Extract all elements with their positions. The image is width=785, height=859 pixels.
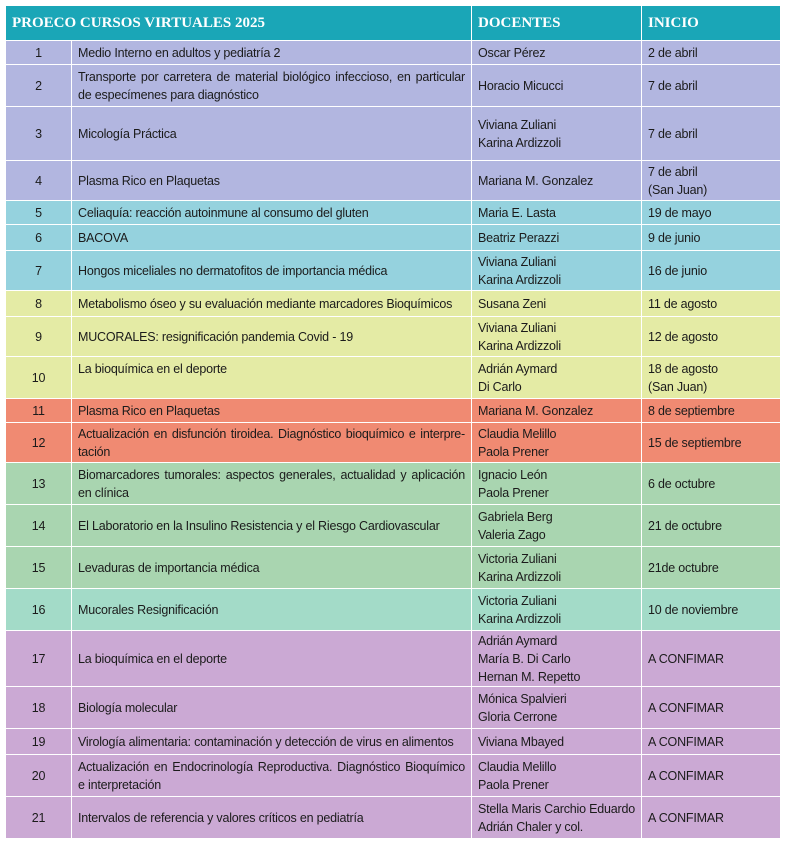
row-number: 6 bbox=[6, 225, 72, 251]
course-start bbox=[642, 201, 781, 225]
course-start bbox=[642, 161, 781, 201]
row-number: 19 bbox=[6, 729, 72, 755]
row-number: 2 bbox=[6, 65, 72, 107]
row-number: 5 bbox=[6, 201, 72, 225]
course-start bbox=[642, 755, 781, 797]
course-start bbox=[642, 41, 781, 65]
course-name: Intervalos de referencia y valores críticos en pediatría bbox=[72, 797, 472, 839]
table-row bbox=[6, 755, 781, 797]
course-teachers bbox=[472, 547, 642, 589]
course-name: Biomarcadores tumorales: aspectos generales, actualidad y aplicación en clínica bbox=[72, 463, 472, 505]
teacher-name: Paola Prener bbox=[478, 777, 549, 792]
table-row bbox=[6, 357, 781, 399]
start-date: A CONFIMAR bbox=[648, 651, 724, 666]
start-date: 7 de abril bbox=[648, 164, 698, 179]
course-name: Metabolismo óseo y su evaluación mediante marcadores Bioquímicos bbox=[72, 291, 472, 317]
table-row bbox=[6, 201, 781, 225]
table-title: PROECO CURSOS VIRTUALES 2025 bbox=[6, 6, 472, 41]
teacher-name: Adrián Chaler y col. bbox=[478, 819, 584, 834]
course-teachers bbox=[472, 589, 642, 631]
start-date: (San Juan) bbox=[648, 379, 708, 394]
start-date: A CONFIMAR bbox=[648, 700, 724, 715]
course-start bbox=[642, 687, 781, 729]
table-row bbox=[6, 729, 781, 755]
row-number: 16 bbox=[6, 589, 72, 631]
teacher-name: Victoria Zuliani bbox=[478, 551, 557, 566]
teacher-name: Viviana Mbayed bbox=[478, 734, 564, 749]
teacher-name: Paola Prener bbox=[478, 444, 549, 459]
course-teachers bbox=[472, 463, 642, 505]
course-name: Levaduras de importancia médica bbox=[72, 547, 472, 589]
teacher-name: Horacio Micucci bbox=[478, 78, 564, 93]
course-teachers bbox=[472, 797, 642, 839]
table-body bbox=[6, 41, 781, 839]
start-date: 7 de abril bbox=[648, 78, 698, 93]
row-number: 15 bbox=[6, 547, 72, 589]
course-teachers bbox=[472, 251, 642, 291]
start-date: 8 de septiembre bbox=[648, 403, 735, 418]
table-row bbox=[6, 547, 781, 589]
teacher-name: Beatriz Perazzi bbox=[478, 230, 560, 245]
course-start bbox=[642, 463, 781, 505]
teacher-name: Viviana Zuliani bbox=[478, 117, 557, 132]
start-date: (San Juan) bbox=[648, 182, 708, 197]
course-name: Plasma Rico en Plaquetas bbox=[72, 399, 472, 423]
table-row bbox=[6, 423, 781, 463]
start-date: A CONFIMAR bbox=[648, 810, 724, 825]
row-number: 1 bbox=[6, 41, 72, 65]
teacher-name: Valeria Zago bbox=[478, 527, 546, 542]
table-row bbox=[6, 107, 781, 161]
course-name: La bioquímica en el deporte bbox=[72, 357, 472, 399]
course-teachers bbox=[472, 161, 642, 201]
course-teachers bbox=[472, 225, 642, 251]
teacher-name: Stella Maris Carchio Eduardo bbox=[478, 801, 635, 816]
table-row bbox=[6, 41, 781, 65]
course-name: Biología molecular bbox=[72, 687, 472, 729]
teacher-name: Hernan M. Repetto bbox=[478, 669, 581, 684]
row-number: 13 bbox=[6, 463, 72, 505]
teacher-name: Adrián Aymard bbox=[478, 361, 558, 376]
course-name: Medio Interno en adultos y pediatría 2 bbox=[72, 41, 472, 65]
course-teachers bbox=[472, 107, 642, 161]
teacher-name: Viviana Zuliani bbox=[478, 254, 557, 269]
teacher-name: Gabriela Berg bbox=[478, 509, 553, 524]
course-start bbox=[642, 631, 781, 687]
course-teachers bbox=[472, 201, 642, 225]
teacher-name: Karina Ardizzoli bbox=[478, 272, 561, 287]
course-teachers bbox=[472, 687, 642, 729]
course-start bbox=[642, 797, 781, 839]
table-row bbox=[6, 317, 781, 357]
course-teachers bbox=[472, 41, 642, 65]
teacher-name: Karina Ardizzoli bbox=[478, 338, 561, 353]
start-date: 16 de junio bbox=[648, 263, 707, 278]
start-date: 6 de octubre bbox=[648, 476, 716, 491]
course-teachers bbox=[472, 357, 642, 399]
start-date: 12 de agosto bbox=[648, 329, 718, 344]
start-date: 21 de octubre bbox=[648, 518, 722, 533]
course-name: MUCORALES: resignificación pandemia Covid - 19 bbox=[72, 317, 472, 357]
course-start bbox=[642, 423, 781, 463]
course-start bbox=[642, 317, 781, 357]
row-number: 10 bbox=[6, 357, 72, 399]
table-row bbox=[6, 463, 781, 505]
row-number: 20 bbox=[6, 755, 72, 797]
course-name: Mucorales Resignificación bbox=[72, 589, 472, 631]
row-number: 18 bbox=[6, 687, 72, 729]
course-start bbox=[642, 291, 781, 317]
start-date: 7 de abril bbox=[648, 126, 698, 141]
row-number: 7 bbox=[6, 251, 72, 291]
teacher-name: Claudia Melillo bbox=[478, 759, 557, 774]
teachers-column-header: DOCENTES bbox=[472, 6, 642, 41]
row-number: 12 bbox=[6, 423, 72, 463]
start-date: A CONFIMAR bbox=[648, 768, 724, 783]
row-number: 14 bbox=[6, 505, 72, 547]
teacher-name: María B. Di Carlo bbox=[478, 651, 571, 666]
table-row bbox=[6, 589, 781, 631]
table-row bbox=[6, 631, 781, 687]
teacher-name: Mariana M. Gonzalez bbox=[478, 403, 593, 418]
start-column-header: INICIO bbox=[642, 6, 781, 41]
course-start bbox=[642, 547, 781, 589]
course-start bbox=[642, 399, 781, 423]
start-date: 21de octubre bbox=[648, 560, 719, 575]
course-start bbox=[642, 107, 781, 161]
row-number: 17 bbox=[6, 631, 72, 687]
course-name: Actualización en disfunción tiroidea. Diagnóstico bioquímico e interpre-tación bbox=[72, 423, 472, 463]
course-name: El Laboratorio en la Insulino Resistencia y el Riesgo Cardiovascular bbox=[72, 505, 472, 547]
row-number: 3 bbox=[6, 107, 72, 161]
teacher-name: Gloria Cerrone bbox=[478, 709, 558, 724]
table-header-row bbox=[6, 6, 781, 41]
teacher-name: Susana Zeni bbox=[478, 296, 546, 311]
teacher-name: Adrián Aymard bbox=[478, 633, 558, 648]
start-date: 2 de abril bbox=[648, 45, 698, 60]
teacher-name: Paola Prener bbox=[478, 485, 549, 500]
teacher-name: Di Carlo bbox=[478, 379, 522, 394]
table-row bbox=[6, 399, 781, 423]
course-teachers bbox=[472, 505, 642, 547]
course-teachers bbox=[472, 291, 642, 317]
start-date: A CONFIMAR bbox=[648, 734, 724, 749]
course-start bbox=[642, 357, 781, 399]
course-name: La bioquímica en el deporte bbox=[72, 631, 472, 687]
course-teachers bbox=[472, 631, 642, 687]
course-teachers bbox=[472, 729, 642, 755]
course-start bbox=[642, 589, 781, 631]
course-teachers bbox=[472, 399, 642, 423]
start-date: 15 de septiembre bbox=[648, 435, 742, 450]
teacher-name: Maria E. Lasta bbox=[478, 205, 556, 220]
row-number: 8 bbox=[6, 291, 72, 317]
teacher-name: Viviana Zuliani bbox=[478, 320, 557, 335]
table-row bbox=[6, 225, 781, 251]
table-row bbox=[6, 797, 781, 839]
course-start bbox=[642, 729, 781, 755]
course-teachers bbox=[472, 755, 642, 797]
row-number: 9 bbox=[6, 317, 72, 357]
course-name: Hongos miceliales no dermatofitos de importancia médica bbox=[72, 251, 472, 291]
start-date: 11 de agosto bbox=[648, 296, 717, 311]
course-start bbox=[642, 65, 781, 107]
course-teachers bbox=[472, 65, 642, 107]
table-row bbox=[6, 65, 781, 107]
courses-table bbox=[5, 5, 781, 839]
row-number: 11 bbox=[6, 399, 72, 423]
start-date: 10 de noviembre bbox=[648, 602, 739, 617]
row-number: 4 bbox=[6, 161, 72, 201]
course-teachers bbox=[472, 423, 642, 463]
course-name: Celiaquía: reacción autoinmune al consumo del gluten bbox=[72, 201, 472, 225]
teacher-name: Mónica Spalvieri bbox=[478, 691, 567, 706]
teacher-name: Karina Ardizzoli bbox=[478, 135, 561, 150]
teacher-name: Oscar Pérez bbox=[478, 45, 546, 60]
course-name: Transporte por carretera de material biológico infeccioso, en particular de especímenes para diagnóstico bbox=[72, 65, 472, 107]
table-row bbox=[6, 687, 781, 729]
course-name: Plasma Rico en Plaquetas bbox=[72, 161, 472, 201]
course-teachers bbox=[472, 317, 642, 357]
course-name: Virología alimentaria: contaminación y detección de virus en alimentos bbox=[72, 729, 472, 755]
teacher-name: Karina Ardizzoli bbox=[478, 611, 561, 626]
start-date: 9 de junio bbox=[648, 230, 701, 245]
table-row bbox=[6, 251, 781, 291]
table-row bbox=[6, 505, 781, 547]
course-start bbox=[642, 251, 781, 291]
course-start bbox=[642, 225, 781, 251]
course-name: Micología Práctica bbox=[72, 107, 472, 161]
course-name: Actualización en Endocrinología Reproductiva. Diagnóstico Bioquímico e interpretación bbox=[72, 755, 472, 797]
course-name: BACOVA bbox=[72, 225, 472, 251]
start-date: 18 de agosto bbox=[648, 361, 718, 376]
table-row bbox=[6, 161, 781, 201]
row-number: 21 bbox=[6, 797, 72, 839]
course-start bbox=[642, 505, 781, 547]
teacher-name: Mariana M. Gonzalez bbox=[478, 173, 593, 188]
teacher-name: Karina Ardizzoli bbox=[478, 569, 561, 584]
teacher-name: Ignacio León bbox=[478, 467, 548, 482]
teacher-name: Claudia Melillo bbox=[478, 426, 557, 441]
table-row bbox=[6, 291, 781, 317]
teacher-name: Victoria Zuliani bbox=[478, 593, 557, 608]
start-date: 19 de mayo bbox=[648, 205, 712, 220]
